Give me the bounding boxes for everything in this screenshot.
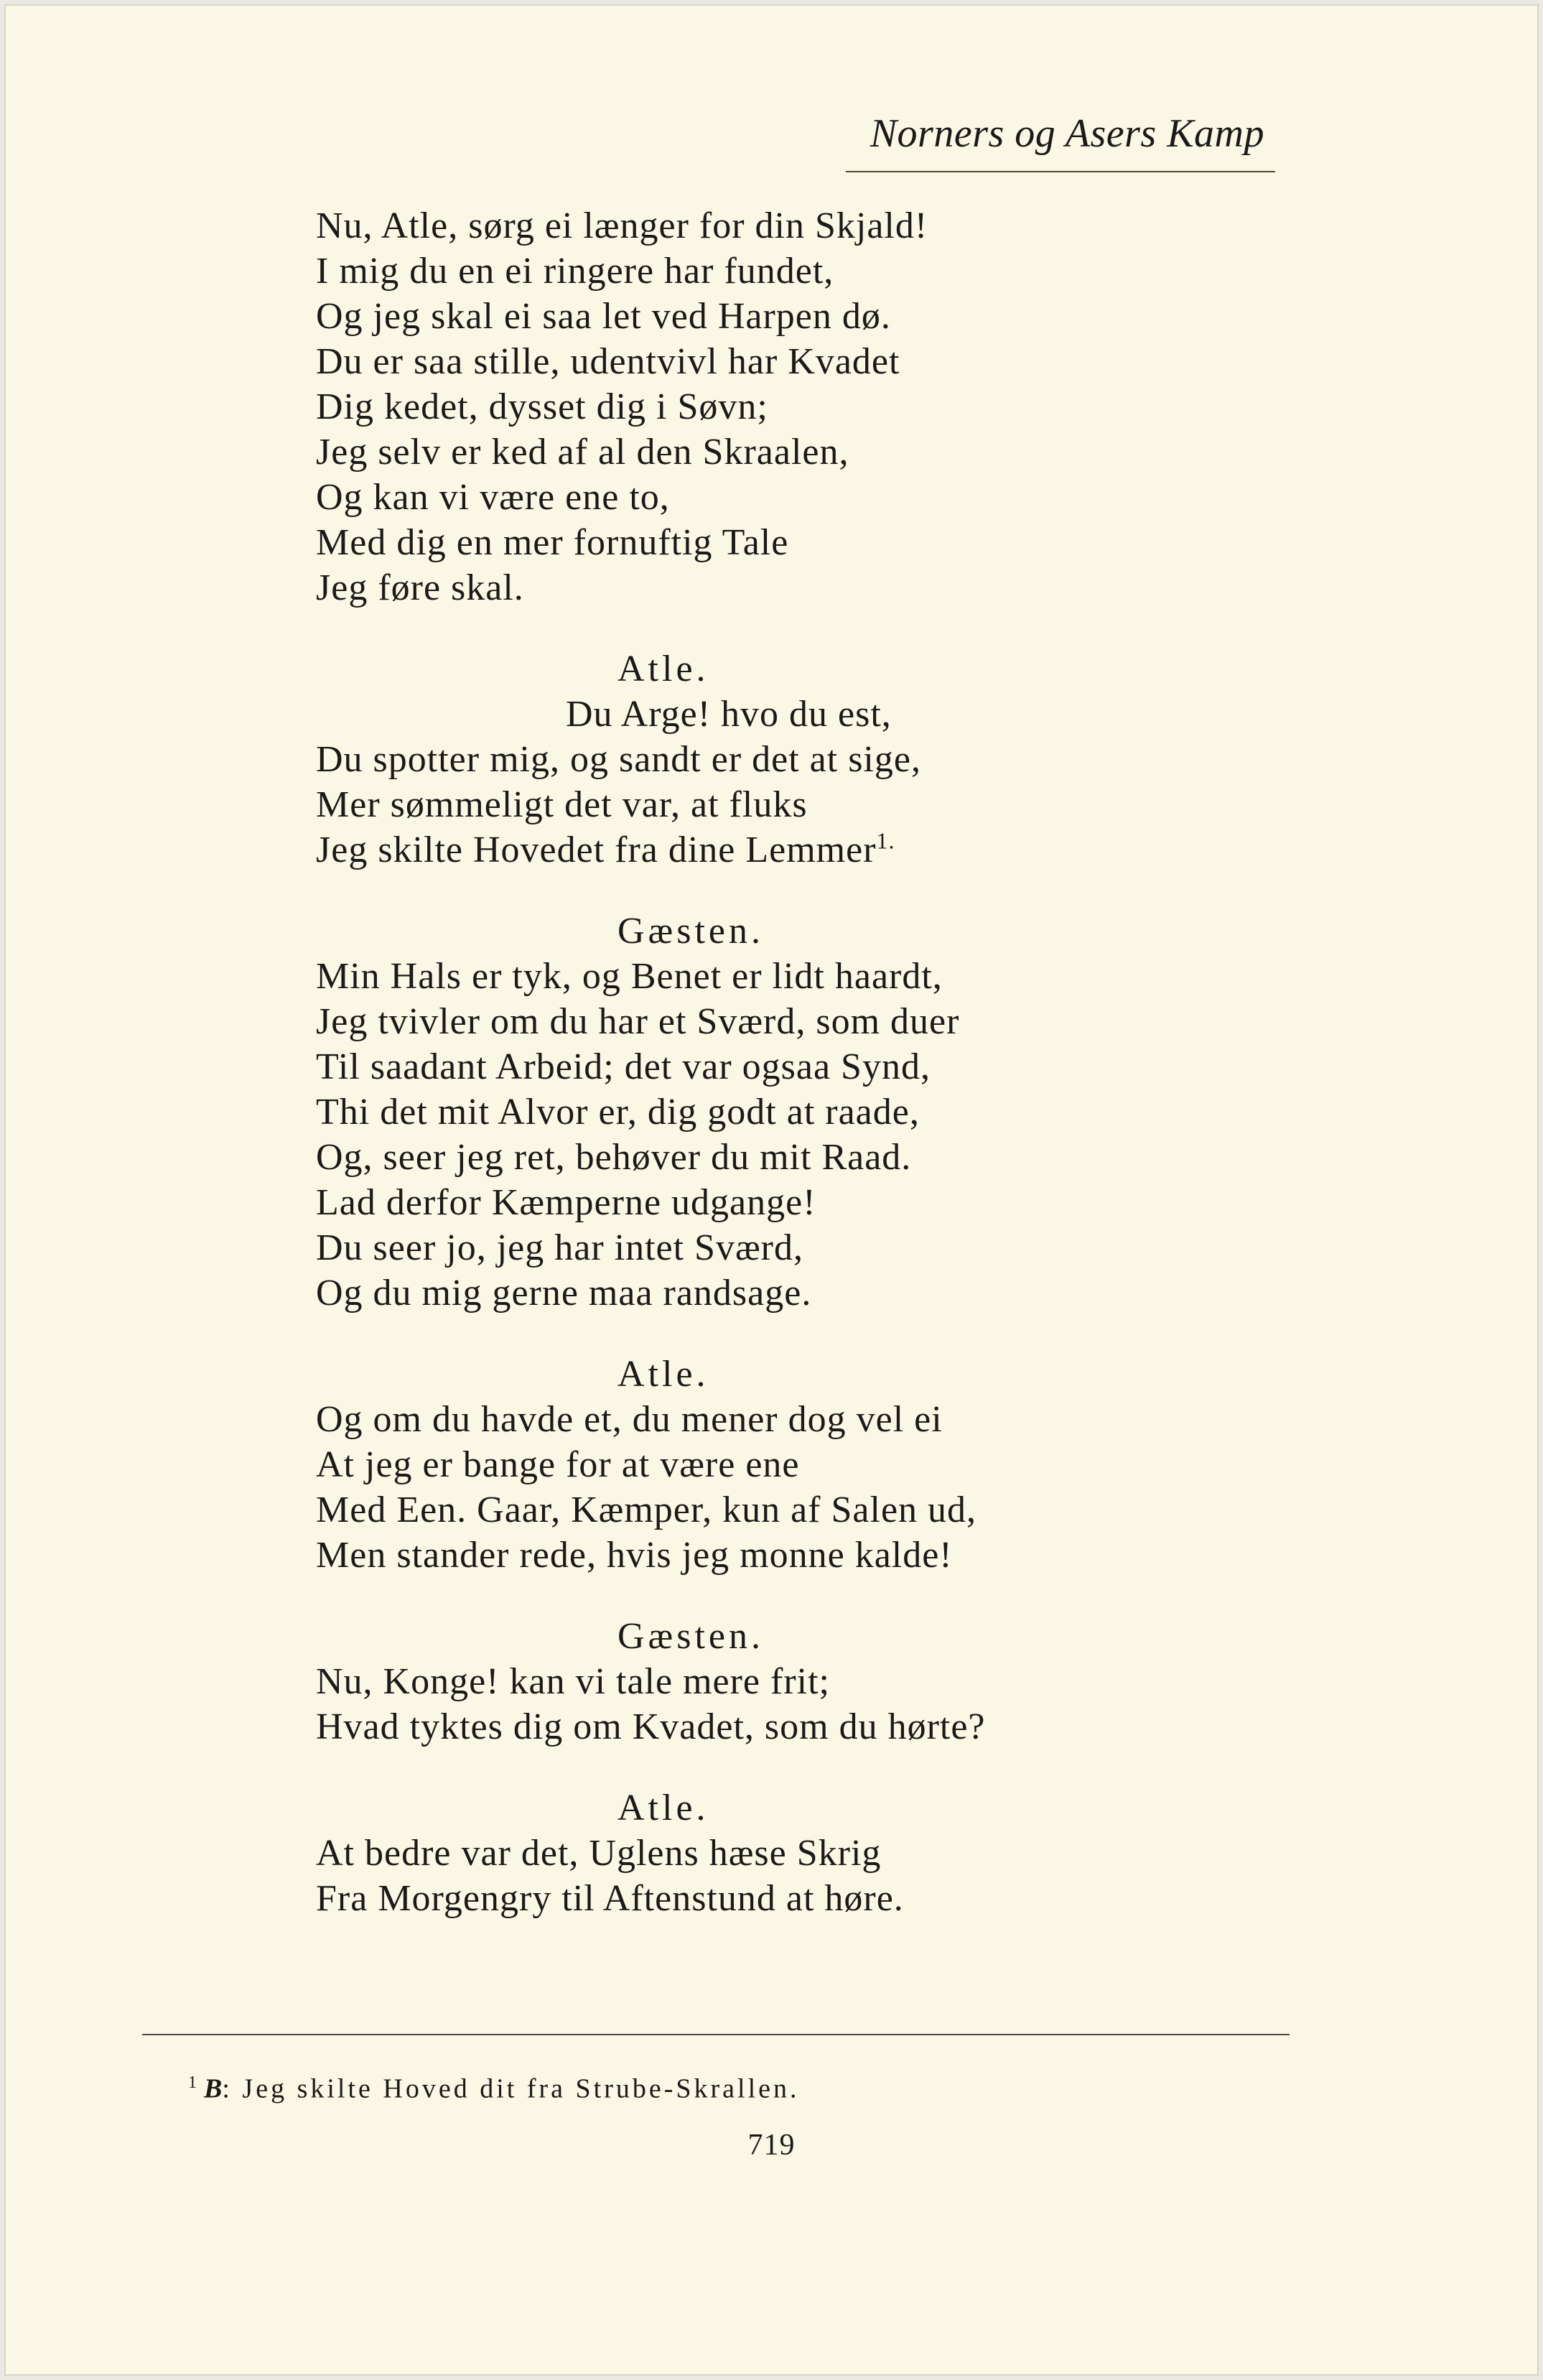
footnote-rule	[142, 2034, 1290, 2035]
verse-line: At jeg er bange for at være ene	[316, 1444, 800, 1485]
verse-line: Jeg føre skal.	[316, 567, 524, 608]
speech-gaesten-2	[316, 1614, 1335, 1749]
speech-gaesten-1	[316, 908, 1335, 1316]
verse-line: Du er saa stille, udentvivl har Kvadet	[316, 341, 900, 382]
footnote	[188, 2074, 800, 2103]
verse-line: Nu, Konge! kan vi tale mere frit;	[316, 1661, 830, 1702]
verse-line: Nu, Atle, sørg ei længer for din Skjald!	[316, 205, 928, 246]
verse-line: Thi det mit Alvor er, dig godt at raade,	[316, 1092, 920, 1133]
verse-line: Du spotter mig, og sandt er det at sige,	[316, 739, 921, 780]
book-page	[4, 4, 1539, 2376]
stanza-opening	[316, 203, 1335, 610]
verse-line: Men stander rede, hvis jeg monne kalde!	[316, 1535, 953, 1576]
speaker-name: Gæsten.	[617, 911, 764, 952]
verse-line: Og du mig gerne maa randsage.	[316, 1273, 812, 1314]
footnote-reference: 1.	[876, 827, 895, 854]
verse-line: Mer sømmeligt det var, at fluks	[316, 784, 808, 825]
verse-line: Du Arge! hvo du est,	[566, 694, 892, 735]
verse-text	[316, 203, 1335, 1921]
speaker-name: Atle.	[617, 1788, 709, 1828]
verse-line: Til saadant Arbeid; det var ogsaa Synd,	[316, 1046, 931, 1087]
verse-line: Og kan vi være ene to,	[316, 477, 670, 518]
verse-line: Min Hals er tyk, og Benet er lidt haardt,	[316, 956, 943, 997]
verse-line: At bedre var det, Uglens hæse Skrig	[316, 1833, 882, 1874]
verse-line: Jeg selv er ked af al den Skraalen,	[316, 432, 849, 473]
verse-line: Og jeg skal ei saa let ved Harpen dø.	[316, 296, 891, 337]
verse-line: Med dig en mer fornuftig Tale	[316, 522, 789, 563]
verse-line-text: Jeg skilte Hovedet fra dine Lemmer	[316, 829, 877, 870]
footnote-source: B	[204, 2073, 223, 2104]
verse-line: Og om du havde et, du mener dog vel ei	[316, 1399, 943, 1440]
footnote-mark: 1	[188, 2073, 197, 2092]
verse-line: Fra Morgengry til Aftenstund at høre.	[316, 1878, 904, 1919]
speaker-name: Atle.	[617, 649, 709, 689]
speaker-name: Atle.	[617, 1354, 709, 1395]
verse-line: Hvad tyktes dig om Kvadet, som du hørte?	[316, 1706, 986, 1747]
verse-line: Og, seer jeg ret, behøver du mit Raad.	[316, 1137, 912, 1178]
verse-line: Lad derfor Kæmperne udgange!	[316, 1182, 816, 1223]
speech-atle-3	[316, 1785, 1335, 1921]
page-number: 719	[747, 2129, 796, 2162]
verse-line: Med Een. Gaar, Kæmper, kun af Salen ud,	[316, 1489, 977, 1530]
verse-line: Jeg tvivler om du har et Sværd, som duer	[316, 1001, 960, 1042]
footnote-text: : Jeg skilte Hoved dit fra Strube-Skrallen.	[222, 2073, 800, 2104]
header-rule	[846, 171, 1275, 172]
running-title: Norners og Asers Kamp	[870, 111, 1264, 156]
speech-atle-1	[316, 646, 1335, 873]
verse-line-with-footnote	[316, 827, 1335, 873]
verse-line: Du seer jo, jeg har intet Sværd,	[316, 1227, 803, 1268]
verse-line: Dig kedet, dysset dig i Søvn;	[316, 386, 768, 427]
speaker-name: Gæsten.	[617, 1616, 764, 1657]
verse-line: I mig du en ei ringere har fundet,	[316, 251, 834, 292]
speech-atle-2	[316, 1352, 1335, 1578]
